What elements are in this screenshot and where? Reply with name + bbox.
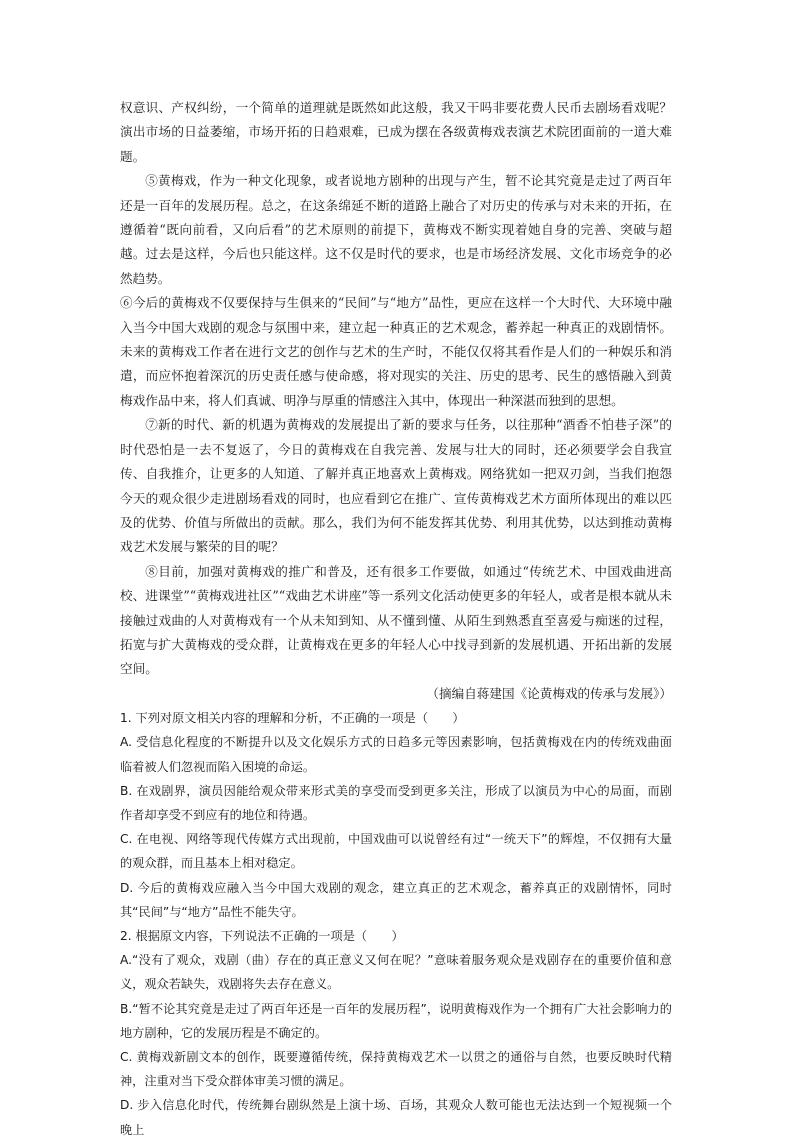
question-stem: 2. 根据原文内容，下列说法不正确的一项是（ ） <box>120 928 404 943</box>
passage-paragraph: ⑥今后的黄梅戏不仅要保持与生俱来的“民间”与“地方”品性，更应在这样一个大时代、大环境中融入当今中国大戏剧的观念与氛围中来，建立起一种真正的艺术观念，蓄养起一种真正的戏剧情怀。未来的黄梅戏工作者在进行文艺的创作与艺术的生产时，不能仅仅将其看作是人们的一种娱乐和消遣，而应怀抱着深沉的历史责任感与使命感，将对现实的关注、历史的思考、民生的感悟融入到黄梅戏作品中来，将人们真诚、明净与厚重的情感注入其中，体现出一种深湛而独到的思想。 <box>120 295 672 408</box>
passage-paragraph: 权意识、产权纠纷，一个简单的道理就是既然如此这般，我又干吗非要花费人民币去剧场看戏呢？演出市场的日益萎缩，市场开拓的日趋艰难，已成为摆在各级黄梅戏表演艺术院团面前的一道大难题。 <box>120 100 672 164</box>
passage <box>120 96 672 706</box>
option-b: B. 在戏剧界，演员因能给观众带来形式美的享受而受到更多关注，形成了以演员为中心的局面，而剧作者却享受不到应有的地位和待遇。 <box>120 783 672 822</box>
option-a: A.“没有了观众，戏剧（曲）存在的真正意义又何在呢？”意味着服务观众是戏剧存在的重要价值和意义，观众若缺失，戏剧将失去存在意义。 <box>120 953 672 992</box>
question-2 <box>120 924 672 1142</box>
option-a: A. 受信息化程度的不断提升以及文化娱乐方式的日趋多元等因素影响，包括黄梅戏在内的传统戏曲面临着被人们忽视而陷入困境的命运。 <box>120 735 672 774</box>
document-page <box>120 96 672 1142</box>
question-stem: 1. 下列对原文相关内容的理解和分析，不正确的一项是（ ） <box>120 711 465 726</box>
passage-paragraph: ⑦新的时代、新的机遇为黄梅戏的发展提出了新的要求与任务，以往那种“酒香不怕巷子深”的时代恐怕是一去不复返了，今日的黄梅戏在自我完善、发展与壮大的同时，还必须要学会自我宣传、自我推介，让更多的人知道、了解并真正地喜欢上黄梅戏。网络犹如一把双刃剑，当我们抱怨今天的观众很少走进剧场看戏的同时，也应看到它在推广、宣传黄梅戏艺术方面所体现出的难以匹及的优势、价值与所做出的贡献。那么，我们为何不能发挥其优势、利用其优势，以达到推动黄梅戏艺术发展与繁荣的目的呢？ <box>120 417 672 555</box>
source-citation: （摘编自蒋建国《论黄梅戏的传承与发展》） <box>426 685 672 701</box>
option-d: D. 步入信息化时代，传统舞台剧纵然是上演十场、百场，其观众人数可能也无法达到一个短视频一个晚上 <box>120 1098 672 1137</box>
passage-paragraph: ⑤黄梅戏，作为一种文化现象，或者说地方剧种的出现与产生，暂不论其究竟是走过了两百年还是一百年的发展历程。总之，在这条绵延不断的道路上融合了对历史的传承与对未来的开拓，在遵循着“既向前看，又向后看”的艺术原则的前提下，黄梅戏不断实现着她自身的完善、突破与超越。过去是这样，今后也只能这样。这不仅是时代的要求，也是市场经济发展、文化市场竞争的必然趋势。 <box>120 173 672 286</box>
option-d: D. 今后的黄梅戏应融入当今中国大戏剧的观念，建立真正的艺术观念，蓄养真正的戏剧情怀，同时其“民间”与“地方”品性不能失守。 <box>120 880 672 919</box>
option-c: C. 在电视、网络等现代传媒方式出现前，中国戏曲可以说曾经有过“一统天下”的辉煌，不仅拥有大量的观众群，而且基本上相对稳定。 <box>120 832 672 871</box>
option-b: B.“暂不论其究竟是走过了两百年还是一百年的发展历程”，说明黄梅戏作为一个拥有广大社会影响力的地方剧种，它的发展历程是不确定的。 <box>120 1001 672 1040</box>
option-c: C. 黄梅戏新剧文本的创作，既要遵循传统，保持黄梅戏艺术一以贯之的通俗与自然，也要反映时代精神，注重对当下受众群体审美习惯的满足。 <box>120 1050 672 1089</box>
passage-paragraph: ⑧目前，加强对黄梅戏的推广和普及，还有很多工作要做，如通过“传统艺术、中国戏曲进高校、进课堂”“黄梅戏进社区”“戏曲艺术讲座”等一系列文化活动使更多的年轻人，或者是根本就从未接触过戏曲的人对黄梅戏有一个从未知到知、从不懂到懂、从陌生到熟悉直至喜爱与痴迷的过程，拓宽与扩大黄梅戏的受众群，让黄梅戏在更多的年轻人心中找寻到新的发展机遇、开拓出新的发展空间。 <box>120 563 672 677</box>
question-1 <box>120 706 672 924</box>
